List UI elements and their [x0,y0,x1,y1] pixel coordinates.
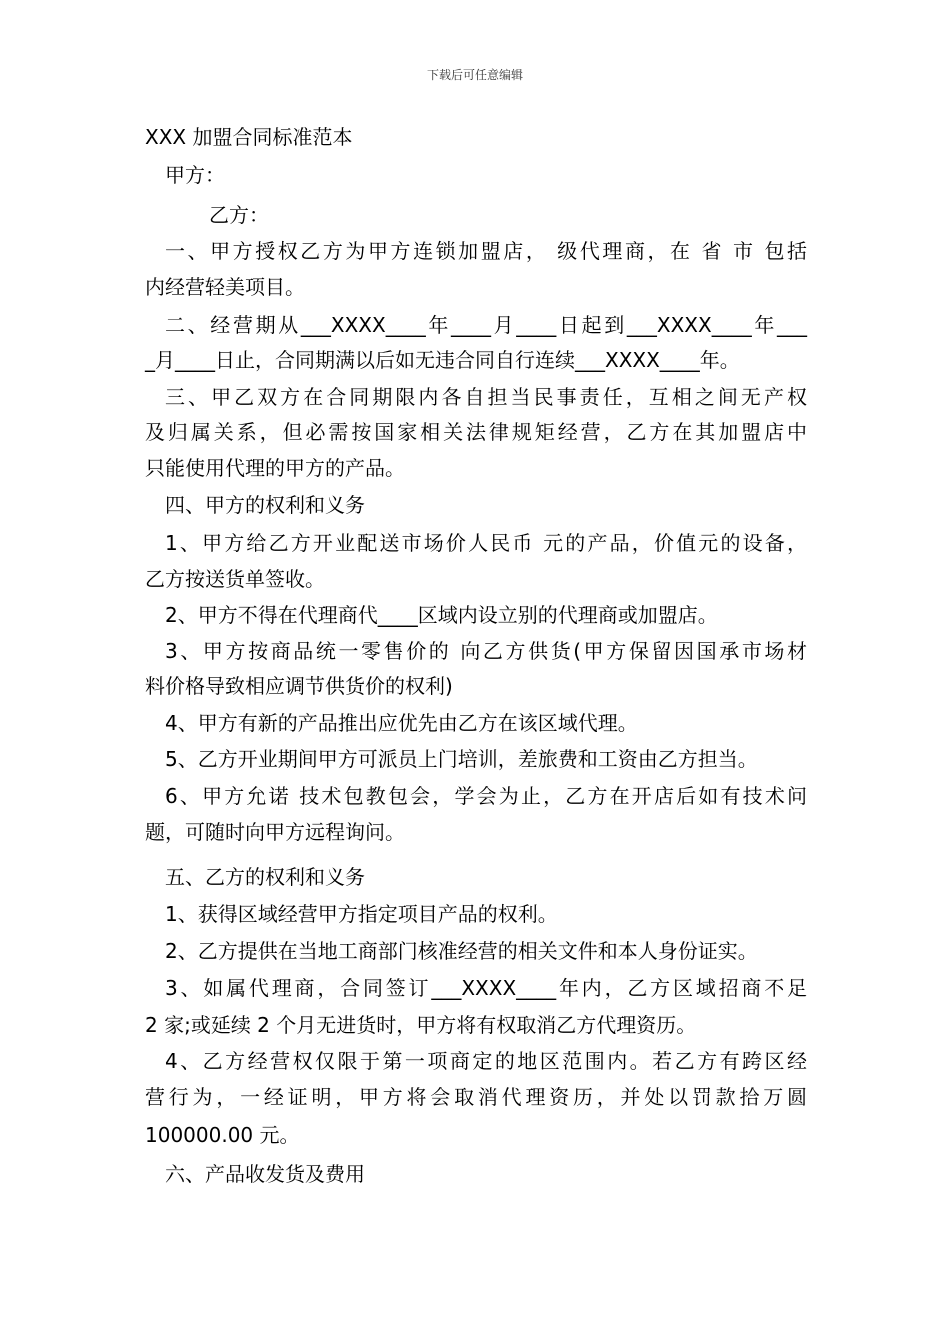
section-heading: 四、甲方的权利和义务 [165,493,365,517]
paragraph-line: 题，可随时向甲方远程询问。 [145,820,405,844]
paragraph-line: 料价格导致相应调节供货价的权利) [145,674,453,698]
paragraph-line: 4、甲方有新的产品推出应优先由乙方在该区域代理。 [165,711,638,735]
paragraph-line: _月____日止，合同期满以后如无违合同自行连续___XXXX____年。 [145,348,740,372]
paragraph-line: 1、甲方给乙方开业配送市场价人民币 元的产品，价值元的设备， [165,531,807,555]
paragraph-line: 1、获得区域经营甲方指定项目产品的权利。 [165,902,558,926]
paragraph-line: 只能使用代理的甲方的产品。 [145,456,405,480]
paragraph-line: 三、甲乙双方在合同期限内各自担当民事责任，互相之间无产权 [165,385,807,409]
paragraph-line: 乙方按送货单签收。 [145,567,325,591]
section-heading: 五、乙方的权利和义务 [165,865,365,889]
paragraph-line: 2、甲方不得在代理商代____区域内设立别的代理商或加盟店。 [165,603,718,627]
paragraph-line: 2、乙方提供在当地工商部门核准经营的相关文件和本人身份证实。 [165,939,758,963]
paragraph-line: 3、如属代理商，合同签订___XXXX____年内，乙方区域招商不足 [165,976,807,1000]
paragraph-line: 内经营轻美项目。 [145,275,305,299]
paragraph-line: 二、经营期从___XXXX____年____月____日起到___XXXX____年___ [165,313,807,337]
section-heading: 六、产品收发货及费用 [165,1162,365,1186]
paragraph-line: 营行为，一经证明，甲方将会取消代理资历，并处以罚款拾万圆 [145,1085,807,1109]
paragraph-line: 6、甲方允诺 技术包教包会，学会为止，乙方在开店后如有技术问 [165,784,807,808]
paragraph-line: 及归属关系，但必需按国家相关法律规矩经营，乙方在其加盟店中 [145,420,807,444]
paragraph-line: 3、甲方按商品统一零售价的 向乙方供货(甲方保留因国承市场材 [165,639,807,663]
page-header: 下载后可任意编辑 [426,68,523,82]
paragraph-line: 4、乙方经营权仅限于第一项商定的地区范围内。若乙方有跨区经 [165,1049,807,1073]
paragraph-line: 一、甲方授权乙方为甲方连锁加盟店， 级代理商，在 省 市 包括 [165,239,807,263]
paragraph-line: 2 家;或延续 2 个月无进货时，甲方将有权取消乙方代理资历。 [145,1013,697,1037]
document-title: XXX 加盟合同标准范本 [145,125,353,149]
party-b-line: 乙方： [209,203,269,227]
paragraph-line: 5、乙方开业期间甲方可派员上门培训，差旅费和工资由乙方担当。 [165,747,758,771]
party-a-line: 甲方： [165,163,225,187]
paragraph-line: 100000.00 元。 [145,1123,300,1147]
